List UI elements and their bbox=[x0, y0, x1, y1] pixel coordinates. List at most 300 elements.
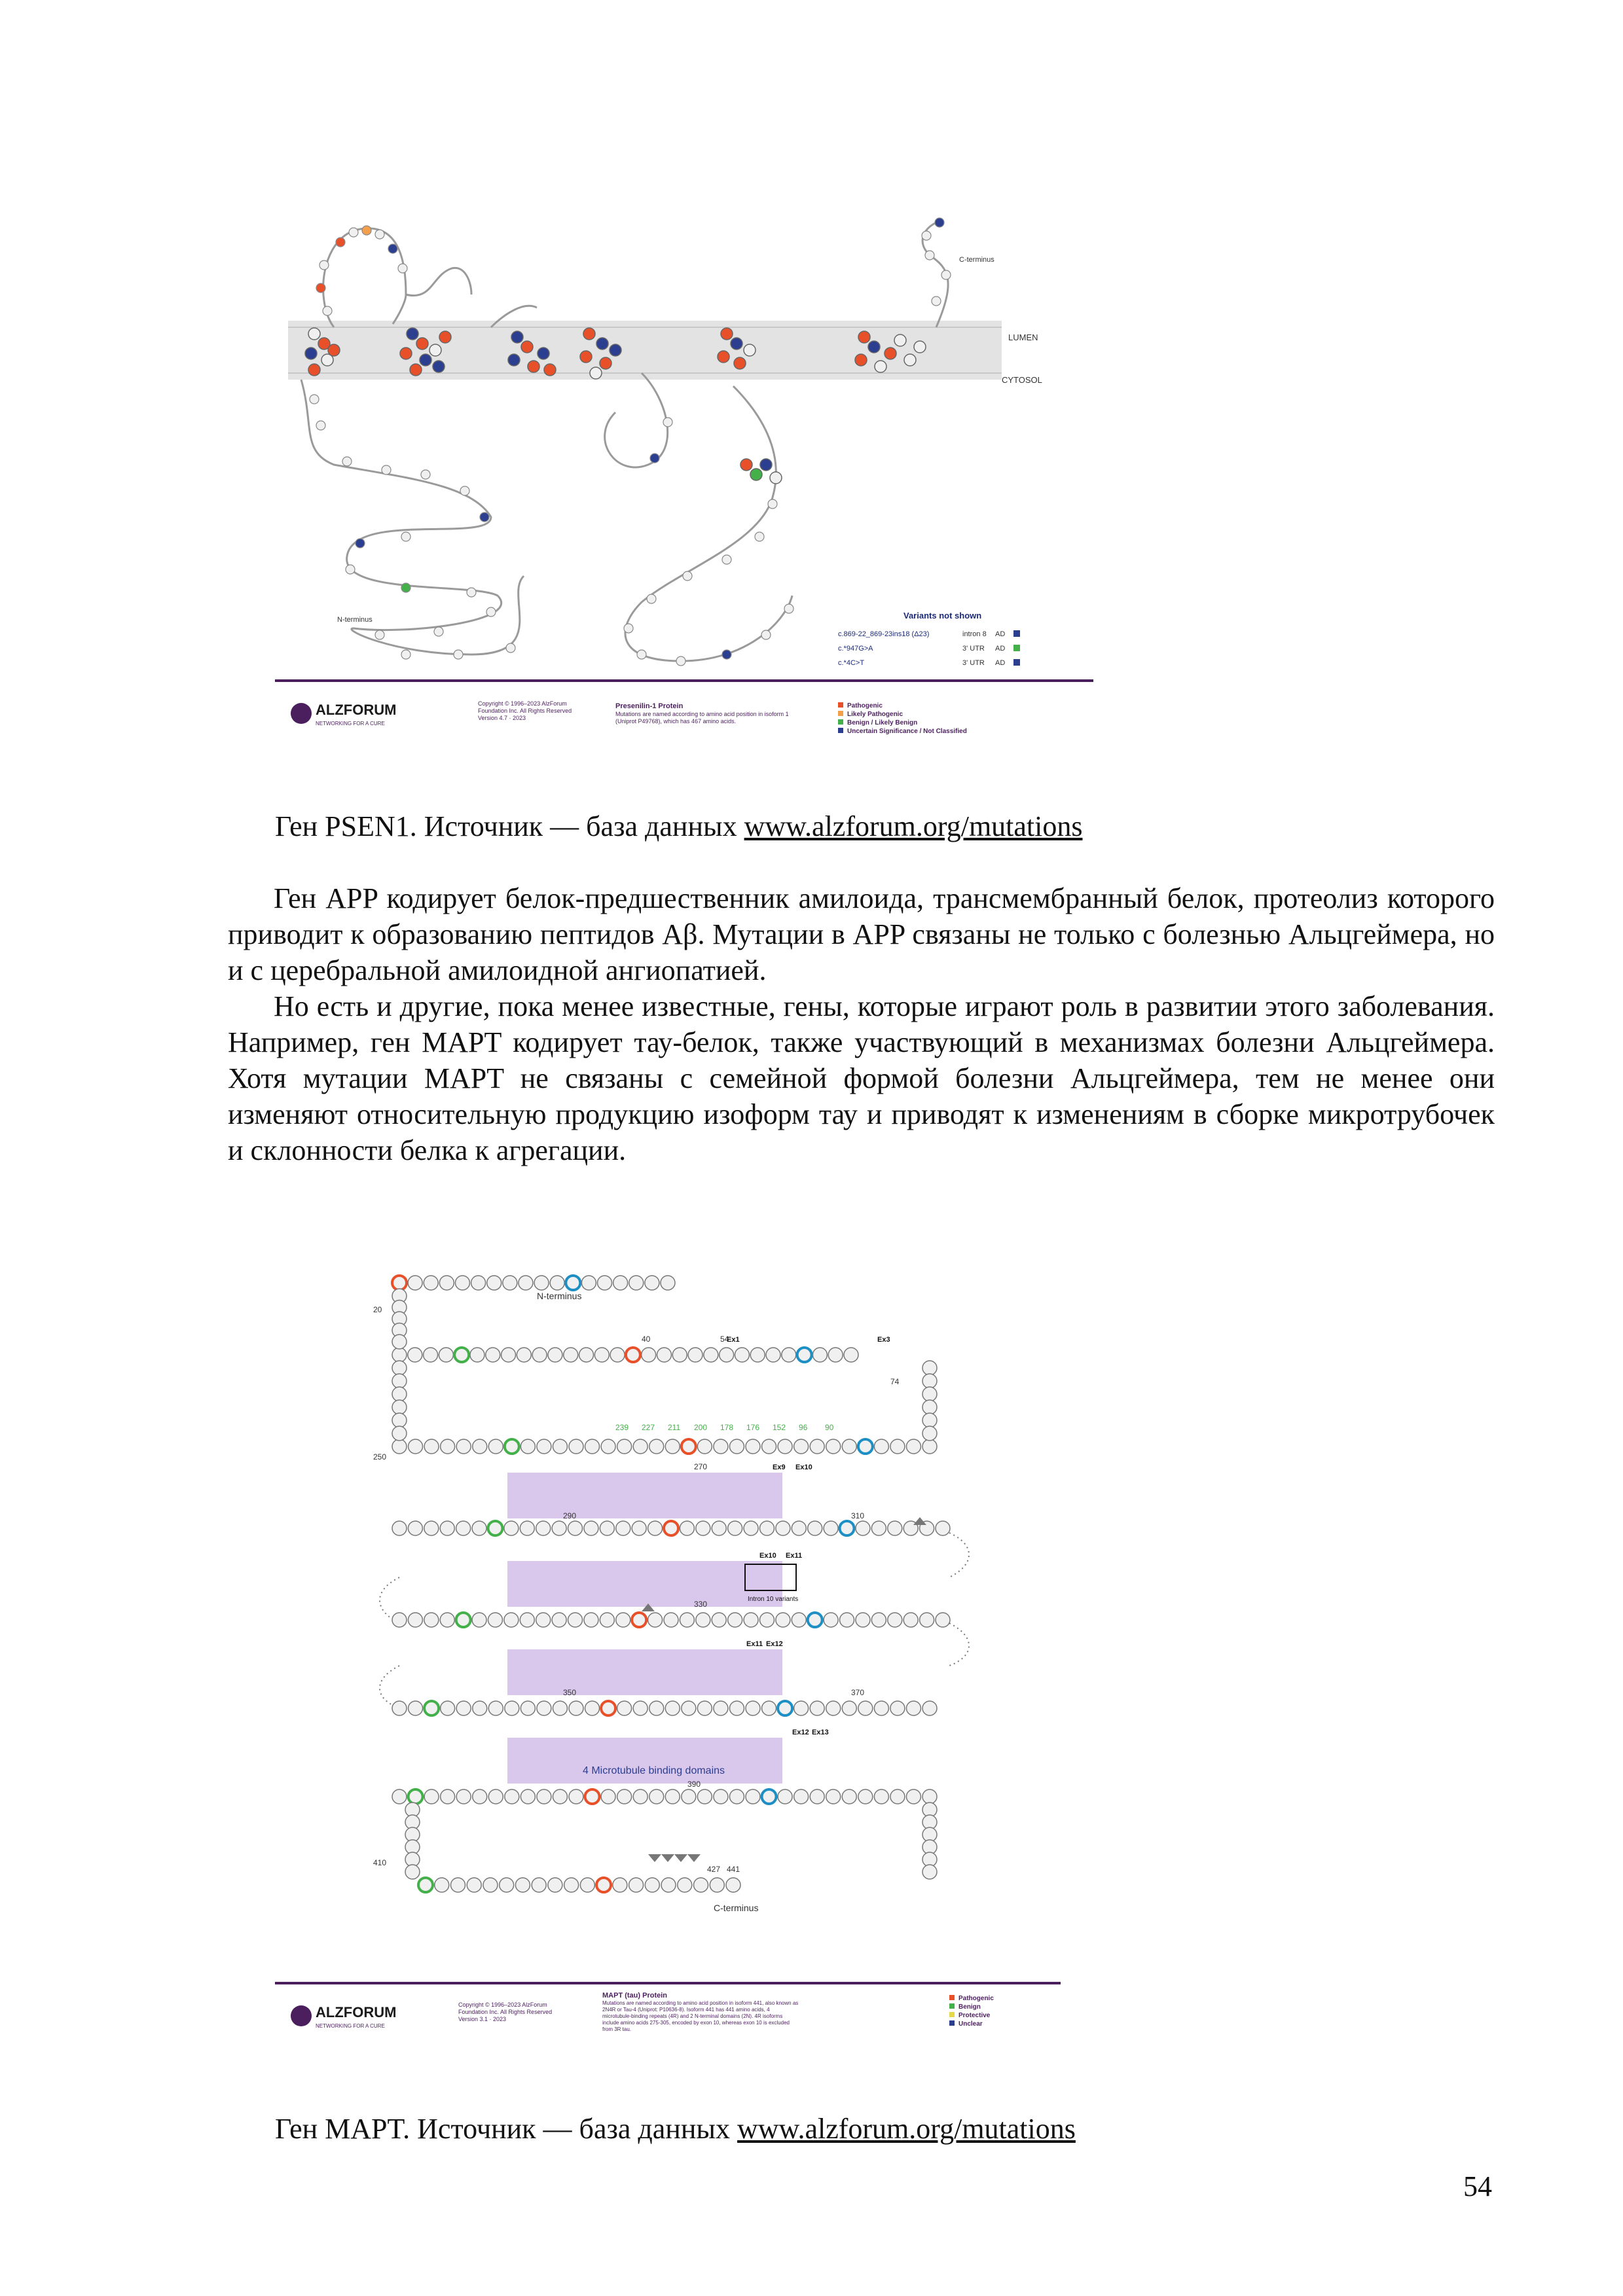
mapt-residue bbox=[697, 1701, 712, 1715]
page-number: 54 bbox=[1463, 2170, 1492, 2202]
mapt-residue bbox=[408, 1276, 422, 1290]
position-number: 227 bbox=[642, 1423, 655, 1432]
mapt-residue bbox=[682, 1789, 696, 1804]
mapt-residue bbox=[472, 1613, 486, 1627]
mapt-residue bbox=[922, 1413, 937, 1427]
mapt-diagram bbox=[275, 1237, 1061, 2075]
mapt-residue bbox=[473, 1789, 487, 1804]
mapt-residue bbox=[812, 1348, 827, 1362]
position-number: 270 bbox=[694, 1462, 708, 1471]
mapt-residue bbox=[471, 1276, 486, 1290]
mapt-residue bbox=[566, 1276, 580, 1290]
n-terminus-label: N-terminus bbox=[337, 616, 373, 624]
mapt-residue bbox=[871, 1521, 886, 1535]
mapt-residue bbox=[580, 1878, 594, 1892]
mapt-residue bbox=[392, 1701, 407, 1715]
mapt-residue bbox=[617, 1701, 632, 1715]
mapt-residue bbox=[440, 1613, 454, 1627]
mapt-residue bbox=[810, 1789, 824, 1804]
mapt-residue bbox=[520, 1613, 534, 1627]
mapt-residue bbox=[392, 1521, 407, 1535]
mapt-residue bbox=[581, 1276, 596, 1290]
mapt-residue bbox=[664, 1521, 678, 1535]
mapt-residue bbox=[744, 1613, 758, 1627]
mapt-residue bbox=[840, 1521, 854, 1535]
caption-mapt-link[interactable]: www.alzforum.org/mutations bbox=[737, 2113, 1076, 2145]
mapt-residue bbox=[424, 1276, 438, 1290]
mapt-residue bbox=[762, 1789, 776, 1804]
c-terminus-label: C-terminus bbox=[959, 256, 994, 264]
paragraph-mapt: Но есть и другие, пока менее известные, гены, которые играют роль в развитии этого заболевания. Например, ген MAPT кодирует тау-белок, также участвующий в механизмах болезни Альцгеймера. Хотя мутации MAPT не связаны с семейной формой болезни Альцгеймера, тем не менее они изменяют относительную продукцию изоформ тау и приводят к изменениям в сборке микротрубочек и склонности белка к агрегации. bbox=[228, 990, 1495, 1166]
mapt-residue bbox=[762, 1701, 776, 1715]
caption-psen1 bbox=[275, 808, 1083, 845]
mapt-residue bbox=[842, 1701, 856, 1715]
mapt-residue bbox=[392, 1439, 407, 1454]
mapt-residue bbox=[750, 1348, 765, 1362]
mapt-residue bbox=[456, 1613, 471, 1627]
mapt-residue bbox=[548, 1878, 562, 1892]
mapt-residue bbox=[439, 1276, 454, 1290]
copyright-text-2: Copyright © 1996–2023 AlzForum Foundation Inc. All Rights Reserved Version 3.1 · 2023 bbox=[458, 2001, 553, 2022]
mapt-residue bbox=[594, 1348, 609, 1362]
mapt-residue bbox=[424, 1521, 439, 1535]
mapt-residue bbox=[553, 1789, 567, 1804]
mapt-residue bbox=[584, 1521, 598, 1535]
mapt-residue bbox=[435, 1878, 449, 1892]
mapt-residue bbox=[696, 1521, 710, 1535]
mapt-residue bbox=[762, 1439, 776, 1454]
mapt-residue bbox=[392, 1400, 407, 1414]
mapt-residue bbox=[520, 1789, 535, 1804]
mapt-residue bbox=[552, 1521, 566, 1535]
caption-psen1-text: Ген PSEN1. Источник — база данных bbox=[275, 810, 744, 842]
mapt-residue bbox=[906, 1789, 921, 1804]
position-number: 410 bbox=[373, 1858, 387, 1867]
mapt-residue bbox=[729, 1701, 744, 1715]
mapt-residue bbox=[601, 1701, 615, 1715]
mapt-residue bbox=[922, 1387, 937, 1401]
alzforum-logo: ALZFORUM bbox=[316, 702, 397, 718]
mapt-residue bbox=[665, 1789, 680, 1804]
mapt-residue bbox=[532, 1878, 546, 1892]
mapt-residue bbox=[441, 1789, 455, 1804]
mapt-residue bbox=[890, 1701, 905, 1715]
mapt-residue bbox=[710, 1878, 724, 1892]
mapt-residue bbox=[467, 1878, 481, 1892]
mapt-residue bbox=[712, 1521, 726, 1535]
svg-text:AD: AD bbox=[995, 659, 1006, 667]
position-number: 40 bbox=[642, 1335, 651, 1344]
mapt-residue bbox=[672, 1348, 687, 1362]
mapt-residue bbox=[759, 1521, 774, 1535]
mapt-class-benign: Benign bbox=[958, 2003, 981, 2011]
mapt-residue bbox=[729, 1439, 744, 1454]
mapt-residue bbox=[472, 1521, 486, 1535]
mapt-residue bbox=[505, 1789, 519, 1804]
mapt-residue bbox=[568, 1521, 583, 1535]
mapt-residue bbox=[680, 1613, 694, 1627]
mapt-residue bbox=[520, 1521, 534, 1535]
mapt-residue bbox=[520, 1701, 535, 1715]
mapt-residue bbox=[392, 1374, 407, 1388]
mapt-residue bbox=[601, 1439, 615, 1454]
mapt-residue bbox=[665, 1439, 680, 1454]
mapt-residue bbox=[648, 1521, 663, 1535]
mapt-residue bbox=[778, 1789, 792, 1804]
mapt-residue bbox=[649, 1789, 664, 1804]
mapt-residue bbox=[486, 1348, 500, 1362]
mapt-residue bbox=[922, 1400, 937, 1414]
mapt-residue bbox=[564, 1348, 578, 1362]
mapt-residue bbox=[470, 1348, 484, 1362]
mapt-residue bbox=[408, 1521, 422, 1535]
mapt-residue bbox=[548, 1348, 562, 1362]
mapt-residue bbox=[626, 1348, 640, 1362]
mapt-residue bbox=[439, 1348, 453, 1362]
position-number: 290 bbox=[563, 1511, 577, 1520]
mapt-residue bbox=[645, 1276, 659, 1290]
mapt-residue bbox=[808, 1613, 822, 1627]
mapt-residue bbox=[424, 1439, 439, 1454]
mapt-residue bbox=[584, 1613, 598, 1627]
mapt-residue bbox=[632, 1521, 646, 1535]
mapt-residue bbox=[456, 1521, 471, 1535]
mapt-residue bbox=[648, 1613, 663, 1627]
position-number: 250 bbox=[373, 1452, 387, 1462]
exon-label: Ex11 bbox=[786, 1552, 803, 1560]
mapt-class-unclear: Unclear bbox=[958, 2020, 983, 2028]
exon-label: Ex9 bbox=[773, 1463, 786, 1471]
mapt-residue bbox=[844, 1348, 858, 1362]
mapt-residue bbox=[532, 1348, 547, 1362]
caption-mapt bbox=[275, 2111, 1076, 2147]
mapt-residue bbox=[794, 1701, 809, 1715]
mapt-protein-desc: Mutations are named according to amino acid position in isoform 441, also known as 2N4R or Tau-4 (Uniprot: P10636-8). Isoform 441 has 441 amino acids, 4 microtubule-binding repeats (4R) and 2 N-terminal domains (2N). 4R isoforms include amino acids 275-305, encoded by exon 10, whereas exon 10 is excluded from 3R tau. bbox=[602, 2000, 799, 2032]
mapt-residue bbox=[600, 1521, 614, 1535]
mapt-residue bbox=[678, 1878, 692, 1892]
mapt-residue bbox=[633, 1439, 647, 1454]
mapt-residue bbox=[456, 1789, 471, 1804]
mapt-residue bbox=[744, 1521, 758, 1535]
mapt-residue bbox=[657, 1348, 671, 1362]
caption-psen1-link[interactable]: www.alzforum.org/mutations bbox=[744, 810, 1083, 842]
mapt-residue bbox=[585, 1701, 600, 1715]
mapt-residue bbox=[776, 1613, 790, 1627]
position-number: 96 bbox=[799, 1423, 808, 1432]
mapt-residue bbox=[613, 1276, 628, 1290]
mapt-figure bbox=[275, 1237, 1061, 2075]
class-likely-pathogenic: Likely Pathogenic bbox=[847, 711, 903, 718]
exon-label: Ex3 bbox=[877, 1336, 890, 1344]
mapt-residue bbox=[473, 1439, 487, 1454]
mapt-residue bbox=[840, 1613, 854, 1627]
mapt-residue bbox=[517, 1348, 531, 1362]
mapt-residue bbox=[392, 1348, 407, 1362]
mapt-residue bbox=[714, 1789, 728, 1804]
mapt-residue bbox=[633, 1789, 647, 1804]
mapt-residue bbox=[728, 1613, 742, 1627]
mapt-residue bbox=[726, 1878, 740, 1892]
mapt-residue bbox=[808, 1521, 822, 1535]
mapt-residue bbox=[922, 1439, 937, 1454]
mapt-residue bbox=[922, 1361, 937, 1375]
mapt-residue bbox=[810, 1439, 824, 1454]
mapt-residue bbox=[688, 1348, 702, 1362]
position-number: 239 bbox=[615, 1423, 629, 1432]
mapt-residue bbox=[842, 1439, 856, 1454]
mapt-residue bbox=[501, 1348, 516, 1362]
mapt-residue bbox=[392, 1387, 407, 1401]
mapt-residue bbox=[537, 1789, 551, 1804]
mapt-residue bbox=[564, 1878, 579, 1892]
mapt-residue bbox=[874, 1701, 888, 1715]
mt-domain-4 bbox=[507, 1738, 782, 1784]
mapt-residue bbox=[729, 1789, 744, 1804]
mapt-residue bbox=[828, 1348, 843, 1362]
mapt-residue bbox=[408, 1348, 422, 1362]
mapt-residue bbox=[456, 1439, 471, 1454]
mapt-residue bbox=[441, 1701, 455, 1715]
mapt-residue bbox=[746, 1439, 760, 1454]
mapt-residue bbox=[488, 1701, 503, 1715]
position-number: 178 bbox=[720, 1423, 734, 1432]
mapt-residue bbox=[483, 1878, 498, 1892]
mapt-residue bbox=[488, 1521, 502, 1535]
mapt-residue bbox=[792, 1613, 806, 1627]
svg-text:AD: AD bbox=[995, 630, 1006, 638]
mapt-residue bbox=[856, 1613, 870, 1627]
mapt-residue bbox=[515, 1878, 530, 1892]
mapt-residue bbox=[697, 1789, 712, 1804]
mapt-class-pathogenic: Pathogenic bbox=[958, 1995, 994, 2002]
position-number: 200 bbox=[694, 1423, 708, 1432]
mapt-residue bbox=[735, 1348, 749, 1362]
alzforum-tagline: NETWORKING FOR A CURE bbox=[316, 721, 385, 726]
mapt-residue bbox=[488, 1789, 503, 1804]
mapt-residue bbox=[488, 1439, 503, 1454]
exon-label: Ex12 bbox=[766, 1640, 783, 1648]
body-text bbox=[228, 880, 1495, 1168]
mapt-residue bbox=[792, 1521, 806, 1535]
mapt-residue bbox=[704, 1348, 718, 1362]
position-number: 427 bbox=[707, 1865, 721, 1874]
mapt-residue bbox=[714, 1701, 728, 1715]
psen1-legend bbox=[838, 611, 1020, 667]
mapt-residue bbox=[504, 1521, 519, 1535]
mapt-residue bbox=[682, 1701, 696, 1715]
mapt-residue bbox=[616, 1613, 630, 1627]
position-number: 370 bbox=[851, 1688, 865, 1697]
mapt-residue bbox=[682, 1439, 696, 1454]
mapt-residue bbox=[906, 1439, 921, 1454]
mapt-residue bbox=[797, 1348, 812, 1362]
position-number: 310 bbox=[851, 1511, 865, 1520]
mapt-residue bbox=[601, 1789, 615, 1804]
mapt-residue bbox=[454, 1348, 469, 1362]
mapt-residue bbox=[778, 1439, 792, 1454]
mapt-residue bbox=[629, 1276, 644, 1290]
mapt-residue bbox=[392, 1361, 407, 1375]
protein-title: Presenilin-1 Protein bbox=[615, 702, 684, 710]
mapt-residue bbox=[596, 1878, 611, 1892]
mapt-residue bbox=[888, 1521, 902, 1535]
mapt-residue bbox=[661, 1878, 676, 1892]
mapt-protein-title: MAPT (tau) Protein bbox=[602, 1992, 667, 2000]
mapt-residue bbox=[519, 1276, 533, 1290]
mapt-residue bbox=[537, 1439, 551, 1454]
mapt-residue bbox=[405, 1865, 420, 1879]
alzforum-logo-icon-2 bbox=[291, 2005, 312, 2026]
mapt-residue bbox=[649, 1439, 664, 1454]
mapt-residue bbox=[856, 1521, 870, 1535]
mapt-residue bbox=[424, 1701, 439, 1715]
mapt-residue bbox=[826, 1789, 841, 1804]
mapt-residue bbox=[409, 1439, 423, 1454]
svg-text:3' UTR: 3' UTR bbox=[962, 645, 985, 653]
alzforum-tagline-2: NETWORKING FOR A CURE bbox=[316, 2023, 385, 2029]
mapt-residue bbox=[424, 1789, 439, 1804]
caption-mapt-text: Ген MAPT. Источник — база данных bbox=[275, 2113, 737, 2145]
mapt-residue bbox=[520, 1439, 535, 1454]
mapt-residue bbox=[824, 1521, 838, 1535]
mapt-residue bbox=[550, 1276, 564, 1290]
mapt-residue bbox=[922, 1374, 937, 1388]
mapt-c-terminus: C-terminus bbox=[714, 1903, 759, 1913]
legend-title: Variants not shown bbox=[903, 611, 982, 620]
mapt-residue bbox=[392, 1276, 407, 1290]
legend-variant-1: c.869-22_869-23ins18 (Δ23) bbox=[838, 630, 930, 638]
mapt-residue bbox=[871, 1613, 886, 1627]
psen1-footer bbox=[291, 700, 967, 746]
mapt-residue bbox=[552, 1613, 566, 1627]
mapt-residue bbox=[633, 1701, 647, 1715]
mapt-residue bbox=[536, 1521, 551, 1535]
mapt-residue bbox=[874, 1439, 888, 1454]
mapt-residue bbox=[920, 1613, 934, 1627]
mapt-residue bbox=[746, 1701, 760, 1715]
mapt-residue bbox=[617, 1789, 632, 1804]
position-number: 176 bbox=[746, 1423, 760, 1432]
mapt-residue bbox=[392, 1789, 407, 1804]
mapt-residue bbox=[874, 1789, 888, 1804]
psen1-diagram bbox=[275, 203, 1093, 759]
mapt-residue bbox=[569, 1789, 583, 1804]
position-number: 20 bbox=[373, 1305, 382, 1314]
mapt-residue bbox=[505, 1701, 519, 1715]
mapt-residue bbox=[613, 1878, 627, 1892]
mapt-residue bbox=[645, 1878, 659, 1892]
mapt-residue bbox=[858, 1439, 873, 1454]
paragraph-app: Ген APP кодирует белок-предшественник амилоида, трансмембранный белок, протеолиз которого приводит к образованию пептидов Aβ. Мутации в APP связаны не только с болезнью Альцгеймера, но и с церебральной амилоидной ангиопатией. bbox=[228, 882, 1495, 986]
mapt-residue bbox=[392, 1613, 407, 1627]
mapt-residue bbox=[504, 1613, 519, 1627]
position-number: 74 bbox=[890, 1377, 900, 1386]
mapt-residue bbox=[826, 1439, 841, 1454]
svg-text:intron 8: intron 8 bbox=[962, 630, 987, 638]
mapt-class-protective: Protective bbox=[958, 2012, 991, 2019]
mapt-residue bbox=[906, 1701, 921, 1715]
mapt-residue bbox=[922, 1701, 937, 1715]
mapt-residue bbox=[568, 1613, 583, 1627]
mapt-residue bbox=[903, 1613, 918, 1627]
mapt-residue bbox=[455, 1276, 469, 1290]
psen1-figure bbox=[275, 203, 1093, 759]
mapt-residue bbox=[782, 1348, 796, 1362]
mapt-residue bbox=[585, 1439, 600, 1454]
mapt-residue bbox=[392, 1426, 407, 1441]
mapt-residue bbox=[680, 1521, 694, 1535]
mapt-residue bbox=[826, 1701, 841, 1715]
mapt-residue bbox=[665, 1701, 680, 1715]
mapt-residue bbox=[858, 1789, 873, 1804]
mt-domain-3 bbox=[507, 1649, 782, 1695]
position-number: 54 bbox=[720, 1335, 729, 1344]
mapt-residue bbox=[440, 1521, 454, 1535]
mapt-residue bbox=[409, 1789, 423, 1804]
mapt-residue bbox=[503, 1276, 517, 1290]
mapt-residue bbox=[697, 1439, 712, 1454]
mapt-residue bbox=[890, 1439, 905, 1454]
mt-domain-1 bbox=[507, 1473, 782, 1518]
alzforum-logo-icon bbox=[291, 703, 312, 724]
mapt-residue bbox=[569, 1439, 583, 1454]
svg-text:AD: AD bbox=[995, 645, 1006, 653]
residue-loop-c bbox=[922, 218, 951, 306]
mapt-residue bbox=[418, 1878, 433, 1892]
mapt-residue bbox=[441, 1439, 455, 1454]
mapt-residue bbox=[424, 1613, 439, 1627]
mapt-residue bbox=[579, 1348, 594, 1362]
mapt-residue bbox=[424, 1348, 438, 1362]
exon-label: Ex11 bbox=[746, 1640, 763, 1648]
exon-label: Ex1 bbox=[727, 1336, 740, 1344]
mapt-residue bbox=[610, 1348, 625, 1362]
mapt-residue bbox=[794, 1439, 809, 1454]
exon-label: Ex13 bbox=[812, 1729, 829, 1736]
legend-variant-3: c.*4C>T bbox=[838, 659, 865, 667]
mapt-residue bbox=[922, 1426, 937, 1441]
mapt-residue bbox=[473, 1701, 487, 1715]
intron-label: Intron 10 variants bbox=[748, 1596, 799, 1603]
protein-desc: Mutations are named according to amino acid position in isoform 1 (Uniprot P49768), which has 467 amino acids. bbox=[615, 711, 789, 725]
mapt-residue bbox=[712, 1613, 726, 1627]
mapt-residue bbox=[664, 1613, 678, 1627]
mapt-residue bbox=[842, 1789, 856, 1804]
position-number: 152 bbox=[773, 1423, 786, 1432]
mapt-residue bbox=[616, 1521, 630, 1535]
mapt-residue bbox=[392, 1413, 407, 1427]
mapt-residue bbox=[632, 1613, 646, 1627]
mapt-residue bbox=[553, 1701, 567, 1715]
cytosol-label: CYTOSOL bbox=[1002, 375, 1042, 385]
class-benign: Benign / Likely Benign bbox=[847, 719, 918, 726]
position-number: 390 bbox=[687, 1780, 701, 1789]
mapt-residue bbox=[696, 1613, 710, 1627]
domains-label: 4 Microtubule binding domains bbox=[583, 1765, 725, 1776]
mapt-residue bbox=[858, 1701, 873, 1715]
mapt-residue bbox=[598, 1276, 612, 1290]
psen1-chain bbox=[301, 223, 948, 661]
mapt-residue bbox=[694, 1878, 708, 1892]
mapt-residue bbox=[488, 1613, 502, 1627]
mapt-residue bbox=[810, 1701, 824, 1715]
mapt-residue bbox=[794, 1789, 809, 1804]
mapt-residue bbox=[936, 1613, 950, 1627]
mapt-residue bbox=[720, 1348, 734, 1362]
mapt-residue bbox=[409, 1701, 423, 1715]
mapt-residue bbox=[456, 1701, 471, 1715]
position-number: 441 bbox=[727, 1865, 740, 1874]
